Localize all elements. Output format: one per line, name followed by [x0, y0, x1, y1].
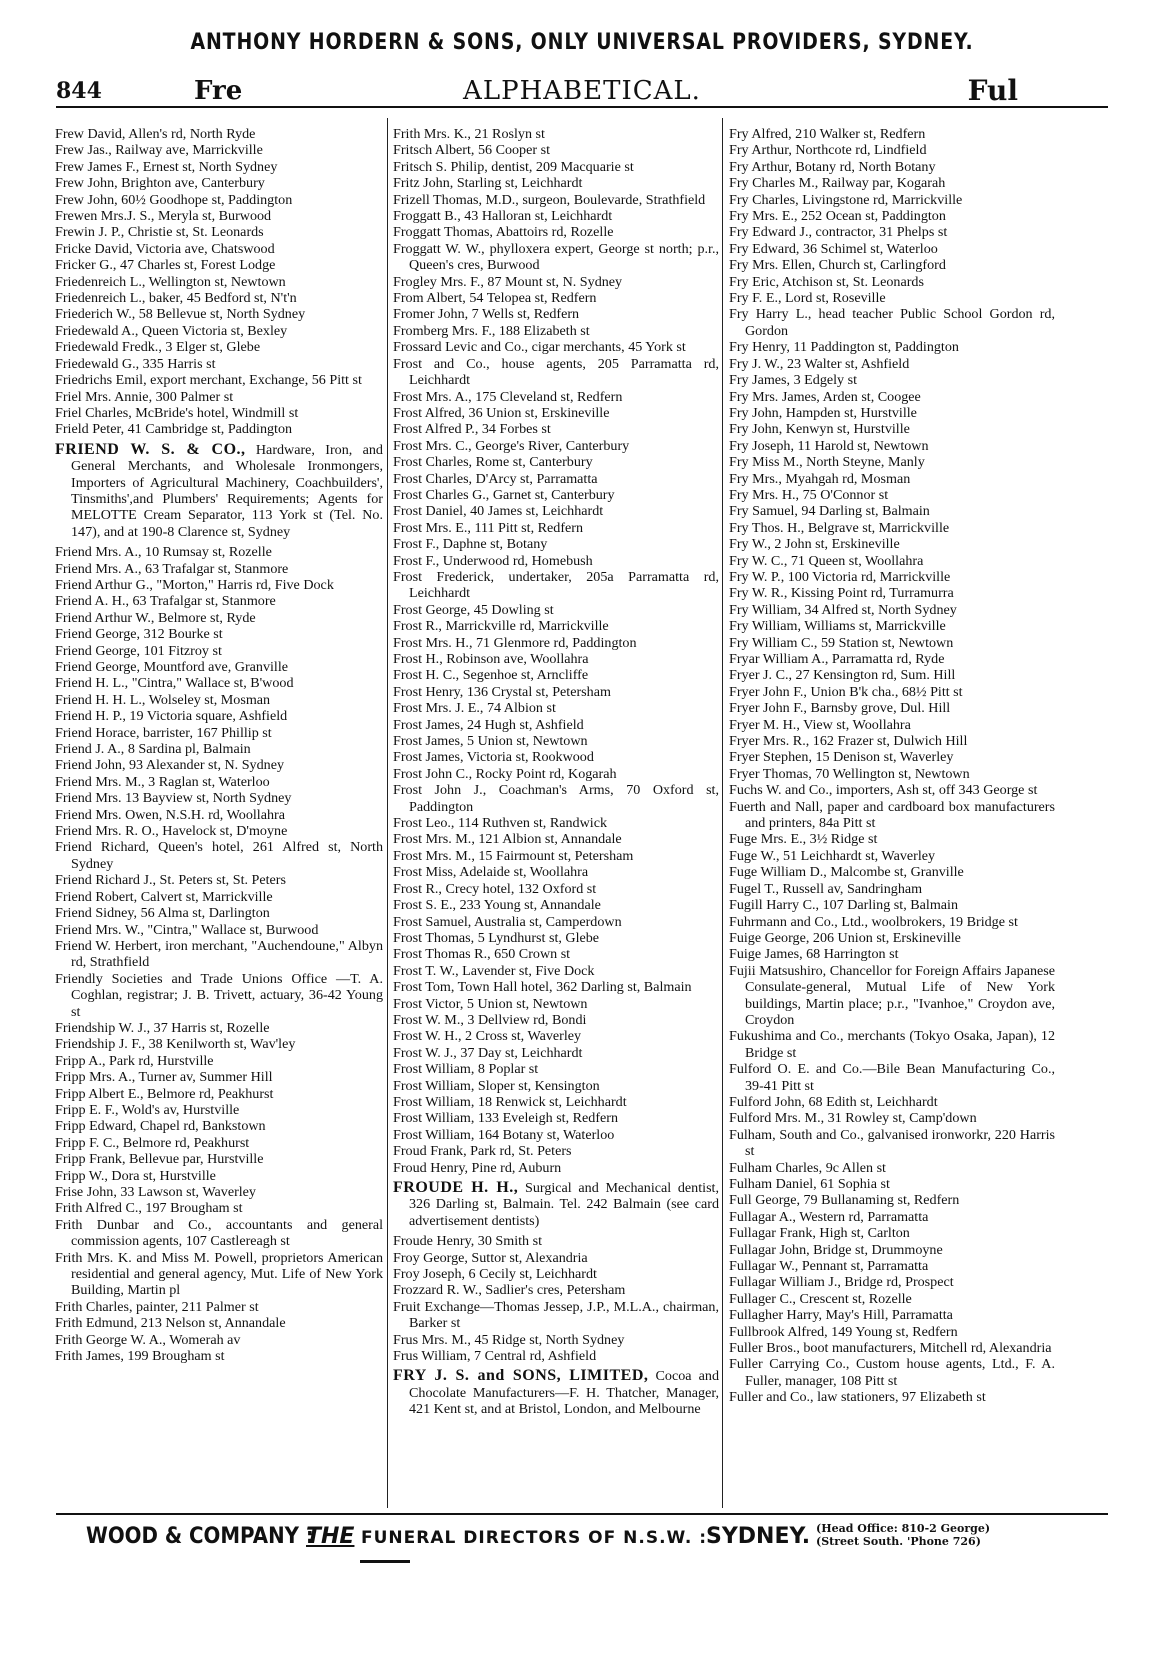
directory-entry: Friend Mrs. W., "Cintra," Wallace st, Burwood — [55, 921, 319, 938]
directory-entry: Fry Harry L., head teacher Public School Gordon rd, Gordon — [729, 306, 1055, 339]
directory-entry: Frost Thomas R., 650 Crown st — [393, 946, 571, 963]
directory-entry: Fryer John F., Barnsby grove, Dul. Hill — [729, 700, 951, 717]
directory-entry: Fullager C., Crescent st, Rozelle — [729, 1290, 912, 1307]
directory-entry: From Albert, 54 Telopea st, Redfern — [393, 290, 597, 307]
page-number: 844 — [56, 78, 102, 104]
directory-entry: Fry Thos. H., Belgrave st, Marrickville — [729, 519, 950, 536]
directory-entry: Fugill Harry C., 107 Darling st, Balmain — [729, 897, 959, 914]
directory-entry: Fullbrook Alfred, 149 Young st, Redfern — [729, 1323, 958, 1340]
directory-entry: Fuller Bros., boot manufacturers, Mitchell rd, Alexandria — [729, 1340, 1052, 1357]
directory-entry: Fry John, Hampden st, Hurstville — [729, 404, 917, 421]
directory-entry: Frost W. M., 3 Dellview rd, Bondi — [393, 1011, 587, 1028]
directory-entry: Frith Mrs. K., 21 Roslyn st — [393, 126, 545, 142]
directory-entry: Fritsch Albert, 56 Cooper st — [393, 142, 550, 159]
directory-entry: Fry W. C., 71 Queen st, Woollahra — [729, 552, 924, 569]
directory-entry: Fry W. R., Kissing Point rd, Turramurra — [729, 585, 954, 602]
directory-entry: Friedewald A., Queen Victoria st, Bexley — [55, 322, 288, 339]
directory-entry: Fulford Mrs. M., 31 Rowley st, Camp'down — [729, 1110, 977, 1127]
directory-entry: Frost W. J., 37 Day st, Leichhardt — [393, 1044, 583, 1061]
directory-entry: Friend Richard J., St. Peters st, St. Peters — [55, 872, 286, 889]
directory-entry: Frost Charles G., Garnet st, Canterbury — [393, 486, 615, 503]
directory-entry: Friend George, 312 Bourke st — [55, 626, 223, 643]
directory-entry: Frost William, 18 Renwick st, Leichhardt — [393, 1093, 627, 1110]
directory-entry: Frost R., Marrickville rd, Marrickville — [393, 618, 609, 635]
directory-entry: Frost George, 45 Dowling st — [393, 601, 554, 618]
directory-entry: Fuge W., 51 Leichhardt st, Waverley — [729, 847, 936, 864]
directory-entry: Froggatt B., 43 Halloran st, Leichhardt — [393, 208, 613, 225]
directory-entry: Friedenreich L., baker, 45 Bedford st, N't'n — [55, 290, 297, 307]
directory-entry: Frith Edmund, 213 Nelson st, Annandale — [55, 1315, 286, 1332]
featured-entry — [393, 1368, 719, 1417]
directory-entry: Frost James, 5 Union st, Newtown — [393, 733, 588, 750]
directory-entry: Fullagar Frank, High st, Carlton — [729, 1225, 910, 1242]
directory-entry: Frith Dunbar and Co., accountants and general commission agents, 107 Castlereagh st — [55, 1216, 383, 1250]
directory-entry: Fryar William A., Parramatta rd, Ryde — [729, 651, 945, 667]
footer-company: WOOD & COMPANY : — [86, 1524, 314, 1549]
directory-entry: Fuge William D., Malcombe st, Granville — [729, 864, 964, 881]
directory-entry: Frith Alfred C., 197 Brougham st — [55, 1200, 243, 1217]
directory-entry: Frost Alfred P., 34 Forbes st — [393, 421, 551, 438]
directory-entry: Friend Robert, Calvert st, Marrickville — [55, 888, 273, 905]
footer-office-line-1: (Head Office: 810-2 George) — [816, 1522, 991, 1535]
page-header — [56, 72, 1108, 108]
directory-entry: Fripp Albert E., Belmore rd, Peakhurst — [55, 1085, 274, 1102]
directory-entry: Frus William, 7 Central rd, Ashfield — [393, 1348, 597, 1365]
directory-entry: Fullagher Harry, May's Hill, Parramatta — [729, 1307, 953, 1324]
directory-entry: Frost Mrs. J. E., 74 Albion st — [393, 700, 556, 717]
directory-entry: Frost William, 164 Botany st, Waterloo — [393, 1126, 615, 1143]
directory-entry: Friend Mrs. Owen, N.S.H. rd, Woollahra — [55, 806, 285, 823]
directory-entry: Fry Mrs., Myahgah rd, Mosman — [729, 470, 911, 487]
directory-entry: Fuchs W. and Co., importers, Ash st, off 343 George st — [729, 782, 1038, 799]
directory-entry: Fry Henry, 11 Paddington st, Paddington — [729, 339, 959, 356]
directory-entry: Frost R., Crecy hotel, 132 Oxford st — [393, 880, 597, 897]
directory-entry: Fricke David, Victoria ave, Chatswood — [55, 240, 275, 257]
directory-entry: Fuhrmann and Co., Ltd., woolbrokers, 19 Bridge st — [729, 913, 1018, 930]
directory-entry: Friedenreich L., Wellington st, Newtown — [55, 273, 286, 290]
directory-entry: Frewin J. P., Christie st, St. Leonards — [55, 224, 264, 241]
directory-entry: Frew David, Allen's rd, North Ryde — [55, 126, 256, 142]
directory-entry: Frost Tom, Town Hall hotel, 362 Darling st, Balmain — [393, 979, 692, 996]
directory-entry: Frost H., Robinson ave, Woollahra — [393, 651, 589, 667]
directory-entry: Fuige James, 68 Harrington st — [729, 946, 899, 963]
directory-entry: Fullagar William J., Bridge rd, Prospect — [729, 1274, 954, 1291]
directory-entry: Frith Mrs. K. and Miss M. Powell, proprietors American residential and general agency, Mut. Life of New York Building, Martin pl — [55, 1249, 383, 1299]
directory-entry: Frost William, 133 Eveleigh st, Redfern — [393, 1110, 619, 1127]
directory-entry: Fry F. E., Lord st, Roseville — [729, 290, 886, 307]
directory-entry: Friendly Societies and Trade Unions Office —T. A. Coghlan, registrar; J. B. Trivett, actuary, 36-42 Young st — [55, 970, 383, 1020]
featured-entry-text: Surgical and Mechanical dentist, 326 Darling st, Balmain. Tel. 242 Balmain (see card advertisement dentists) — [409, 1180, 719, 1229]
footer-the: THE — [306, 1524, 355, 1549]
directory-entry: Friel Charles, McBride's hotel, Windmill st — [55, 404, 299, 421]
directory-entry: Froude Henry, 30 Smith st — [393, 1233, 543, 1250]
header-rule — [56, 106, 1108, 108]
directory-entry: Froy Joseph, 6 Cecily st, Leichhardt — [393, 1266, 597, 1283]
featured-entry — [393, 1180, 719, 1229]
directory-entry: Friend George, Mountford ave, Granville — [55, 659, 289, 675]
directory-entry: Fry Mrs. H., 75 O'Connor st — [729, 486, 889, 503]
directory-entry: Fryer J. C., 27 Kensington rd, Sum. Hill — [729, 667, 956, 684]
directory-entry: Frost Mrs. M., 15 Fairmount st, Petersham — [393, 847, 634, 864]
directory-entry: Frost John J., Coachman's Arms, 70 Oxford st, Paddington — [393, 782, 719, 815]
directory-entry: Fryer Mrs. R., 162 Frazer st, Dulwich Hill — [729, 733, 968, 750]
directory-entry: Fryer Stephen, 15 Denison st, Waverley — [729, 749, 954, 766]
directory-entry: Fripp Frank, Bellevue par, Hurstville — [55, 1151, 264, 1168]
directory-entry: Friend Arthur W., Belmore st, Ryde — [55, 609, 256, 626]
directory-entry: Fritz John, Starling st, Leichhardt — [393, 175, 583, 192]
directory-entry: Fromberg Mrs. F., 188 Elizabeth st — [393, 322, 590, 339]
directory-entry: Fry John, Kenwyn st, Hurstville — [729, 421, 910, 438]
directory-entry: Fry J. W., 23 Walter st, Ashfield — [729, 355, 910, 372]
directory-entry: Frost Mrs. E., 111 Pitt st, Redfern — [393, 519, 584, 536]
directory-entry: Frewen Mrs.J. S., Meryla st, Burwood — [55, 208, 272, 225]
directory-entry: Frost James, 24 Hugh st, Ashfield — [393, 716, 584, 733]
directory-entry: Froud Henry, Pine rd, Auburn — [393, 1159, 562, 1176]
directory-entry: Fuerth and Nall, paper and cardboard box manufacturers and printers, 84a Pitt st — [729, 798, 1055, 832]
directory-entry: Frost H. C., Segenhoe st, Arncliffe — [393, 667, 589, 684]
directory-entry: Fryer M. H., View st, Woollahra — [729, 716, 911, 733]
directory-entry: Frozzard R. W., Sadlier's cres, Petersham — [393, 1282, 626, 1299]
featured-entry-text: Hardware, Iron, and General Merchants, and Wholesale Ironmongers, Importers of Agricultural Machinery, Coachbuilders', Tinsmiths',and Plumbers' Requirements; Agents for MELOTTE Cream Separator, 113 York st (Tel. No. 147), and at 190-8 Clarence st, Sydney — [71, 441, 383, 540]
footer-tagline: FUNERAL DIRECTORS OF N.S.W. : — [361, 1528, 708, 1548]
directory-entry: Frith James, 199 Brougham st — [55, 1348, 225, 1365]
directory-entry: Fripp Edward, Chapel rd, Bankstown — [55, 1118, 266, 1135]
directory-entry: Fripp A., Park rd, Hurstville — [55, 1052, 214, 1069]
directory-entry: Fugel T., Russell av, Sandringham — [729, 880, 923, 897]
footer-underline — [360, 1560, 410, 1563]
directory-entry: Frus Mrs. M., 45 Ridge st, North Sydney — [393, 1331, 625, 1348]
directory-entry: Friedewald Fredk., 3 Elger st, Glebe — [55, 339, 261, 356]
directory-entry: Fukushima and Co., merchants (Tokyo Osaka, Japan), 12 Bridge st — [729, 1028, 1055, 1061]
directory-entry: Frise John, 33 Lawson st, Waverley — [55, 1184, 256, 1200]
directory-entry: Froggatt W. W., phylloxera expert, George st north; p.r., Queen's cres, Burwood — [393, 240, 719, 274]
directory-entry: Fripp E. F., Wold's av, Hurstville — [55, 1101, 240, 1118]
footer-office-line-2: (Street South. 'Phone 726) — [816, 1535, 981, 1548]
directory-entry: Fruit Exchange—Thomas Jessep, J.P., M.L.A., chairman, Barker st — [393, 1298, 719, 1332]
left-key-word: Fre — [194, 76, 243, 106]
directory-entry: Friend Mrs. R. O., Havelock st, D'moyne — [55, 823, 288, 840]
directory-entry: Friend W. Herbert, iron merchant, "Auchendoune," Albyn rd, Strathfield — [55, 937, 383, 971]
directory-entry: Frost Mrs. C., George's River, Canterbury — [393, 437, 630, 454]
directory-entry: Frost and Co., house agents, 205 Parramatta rd, Leichhardt — [393, 355, 719, 389]
directory-column-2 — [393, 126, 719, 1422]
directory-entry: Friendship J. F., 38 Kenilworth st, Wav'ley — [55, 1036, 296, 1053]
directory-entry: Fulford O. E. and Co.—Bile Bean Manufacturing Co., 39-41 Pitt st — [729, 1061, 1055, 1094]
directory-entry: Frost John C., Rocky Point rd, Kogarah — [393, 765, 617, 782]
featured-entry-name: FROUDE H. H., — [393, 1179, 519, 1196]
directory-entry: Fujii Matsushiro, Chancellor for Foreign Affairs Japanese Consulate-general, Mutual Life of New York buildings, Martin place; p.r., "Ivanhoe," Croydon ave, Croydon — [729, 962, 1055, 1028]
directory-entry: Fuller Carrying Co., Custom house agents, Ltd., F. A. Fuller, manager, 108 Pitt st — [729, 1356, 1055, 1389]
directory-entry: Friend Mrs. M., 3 Raglan st, Waterloo — [55, 773, 270, 790]
directory-entry: Frith George W. A., Womerah av — [55, 1331, 241, 1348]
directory-entry: Fromer John, 7 Wells st, Redfern — [393, 306, 580, 323]
featured-entry — [55, 442, 383, 540]
directory-entry: Fry William C., 59 Station st, Newtown — [729, 634, 954, 651]
directory-entry: Fullagar John, Bridge st, Drummoyne — [729, 1241, 943, 1258]
directory-entry: Frost Miss, Adelaide st, Woollahra — [393, 864, 589, 881]
footer-advertisement — [56, 1522, 1108, 1562]
directory-entry: Frew John, 60½ Goodhope st, Paddington — [55, 191, 293, 208]
page-banner: ANTHONY HORDERN & SONS, ONLY UNIVERSAL PROVIDERS, SYDNEY. — [190, 30, 974, 55]
directory-entry: Fry William, 34 Alfred st, North Sydney — [729, 601, 957, 618]
directory-entry: Fry Arthur, Botany rd, North Botany — [729, 158, 936, 175]
directory-entry: Fry William, Williams st, Marrickville — [729, 618, 946, 635]
directory-entry: Fry Charles, Livingstone rd, Marrickville — [729, 191, 963, 208]
directory-entry: Frost F., Daphne st, Botany — [393, 536, 548, 553]
directory-entry: Friend Mrs. A., 10 Rumsay st, Rozelle — [55, 544, 272, 561]
directory-entry: Fry James, 3 Edgely st — [729, 372, 858, 389]
column-divider — [722, 118, 723, 1508]
directory-entry: Friend Richard, Queen's hotel, 261 Alfred st, North Sydney — [55, 839, 383, 872]
directory-entry: Fullagar W., Pennant st, Parramatta — [729, 1258, 929, 1275]
directory-entry: Fuge Mrs. E., 3½ Ridge st — [729, 831, 878, 848]
directory-entry: Frossard Levic and Co., cigar merchants, 45 York st — [393, 339, 686, 356]
directory-entry: Froy George, Suttor st, Alexandria — [393, 1249, 588, 1266]
directory-entry: Friedrichs Emil, export merchant, Exchange, 56 Pitt st — [55, 372, 362, 389]
directory-entry: Frost James, Victoria st, Rookwood — [393, 749, 594, 766]
directory-entry: Fry Eric, Atchison st, St. Leonards — [729, 273, 924, 290]
directory-entry: Frost Alfred, 36 Union st, Erskineville — [393, 404, 610, 421]
directory-entry: Frost Mrs. A., 175 Cleveland st, Redfern — [393, 388, 623, 405]
directory-entry: Frost Mrs. M., 121 Albion st, Annandale — [393, 831, 622, 848]
directory-entry: Friel Mrs. Annie, 300 Palmer st — [55, 388, 234, 405]
directory-entry: Froud Frank, Park rd, St. Peters — [393, 1143, 572, 1160]
directory-entry: Frith Charles, painter, 211 Palmer st — [55, 1298, 259, 1315]
directory-entry: Fryer John F., Union B'k cha., 68½ Pitt st — [729, 683, 963, 700]
directory-entry: Frost Charles, Rome st, Canterbury — [393, 454, 593, 471]
directory-entry: Friend Mrs. 13 Bayview st, North Sydney — [55, 790, 292, 807]
directory-entry: Fry Edward J., contractor, 31 Phelps st — [729, 224, 948, 241]
directory-entry: Frost Mrs. H., 71 Glenmore rd, Paddington — [393, 634, 637, 651]
directory-entry: Friedewald G., 335 Harris st — [55, 355, 216, 372]
directory-entry: Frost Leo., 114 Ruthven st, Randwick — [393, 815, 608, 832]
directory-entry: Fryer Thomas, 70 Wellington st, Newtown — [729, 765, 970, 782]
directory-column-3 — [729, 126, 1055, 1406]
directory-entry: Frost Thomas, 5 Lyndhurst st, Glebe — [393, 929, 600, 946]
directory-entry: Frost Frederick, undertaker, 205a Parramatta rd, Leichhardt — [393, 568, 719, 602]
directory-entry: Frost W. H., 2 Cross st, Waverley — [393, 1028, 582, 1045]
directory-entry: Fry Mrs. E., 252 Ocean st, Paddington — [729, 208, 946, 225]
directory-entry: Frost William, Sloper st, Kensington — [393, 1077, 600, 1094]
directory-entry: Frost Samuel, Australia st, Camperdown — [393, 913, 622, 930]
featured-entry-text: Cocoa and Chocolate Manufacturers—F. H. Thatcher, Manager, 421 Kent st, and at Bristol, London, and Melbourne — [409, 1368, 720, 1418]
directory-entry: Friend John, 93 Alexander st, N. Sydney — [55, 757, 285, 774]
section-title: ALPHABETICAL. — [463, 76, 701, 106]
footer-rule — [56, 1513, 1108, 1515]
directory-entry: Friend Horace, barrister, 167 Phillip st — [55, 724, 272, 741]
directory-entry: Fullagar A., Western rd, Parramatta — [729, 1208, 929, 1225]
directory-entry: Frost F., Underwood rd, Homebush — [393, 552, 593, 569]
directory-entry: Friend H. L., "Cintra," Wallace st, B'wood — [55, 675, 294, 692]
directory-entry: Frost Charles, D'Arcy st, Parramatta — [393, 470, 598, 487]
directory-entry: Frew James F., Ernest st, North Sydney — [55, 158, 278, 175]
directory-entry: Fripp F. C., Belmore rd, Peakhurst — [55, 1134, 250, 1151]
right-key-word: Ful — [967, 74, 1018, 107]
directory-entry: Frost Daniel, 40 James st, Leichhardt — [393, 503, 604, 520]
directory-entry: Frizell Thomas, M.D., surgeon, Boulevarde, Strathfield — [393, 191, 706, 208]
directory-entry: Fripp Mrs. A., Turner av, Summer Hill — [55, 1069, 273, 1086]
directory-entry: Fry Edward, 36 Schimel st, Waterloo — [729, 240, 938, 257]
footer-city: SYDNEY. — [706, 1524, 811, 1549]
directory-entry: Fry Arthur, Northcote rd, Lindfield — [729, 142, 927, 159]
featured-entry-name: FRIEND W. S. & CO., — [55, 440, 246, 458]
directory-entry: Fritsch S. Philip, dentist, 209 Macquarie st — [393, 158, 634, 175]
directory-entry: Fulham Charles, 9c Allen st — [729, 1159, 886, 1176]
directory-entry: Friend Sidney, 56 Alma st, Darlington — [55, 905, 270, 922]
directory-entry: Fry Charles M., Railway par, Kogarah — [729, 175, 946, 192]
directory-column-1 — [55, 126, 383, 1364]
directory-entry: Fry Joseph, 11 Harold st, Newtown — [729, 437, 929, 454]
directory-entry: Friend George, 101 Fitzroy st — [55, 642, 222, 659]
footer-office — [816, 1522, 990, 1548]
directory-entry: Fripp W., Dora st, Hurstville — [55, 1167, 216, 1184]
directory-entry: Fulham Daniel, 61 Sophia st — [729, 1176, 890, 1192]
directory-entry: Frew Jas., Railway ave, Marrickville — [55, 142, 263, 159]
directory-entry: Frost Henry, 136 Crystal st, Petersham — [393, 683, 611, 700]
directory-entry: Fry W. P., 100 Victoria rd, Marrickville — [729, 568, 951, 585]
directory-entry: Friend A. H., 63 Trafalgar st, Stanmore — [55, 593, 276, 610]
directory-entry: Fry Mrs. James, Arden st, Coogee — [729, 388, 921, 405]
directory-entry: Friend Arthur G., "Morton," Harris rd, Five Dock — [55, 576, 334, 593]
directory-entry: Frield Peter, 41 Cambridge st, Paddington — [55, 421, 293, 438]
directory-entry: Fulford John, 68 Edith st, Leichhardt — [729, 1093, 938, 1110]
directory-entry: Frost T. W., Lavender st, Five Dock — [393, 962, 595, 979]
directory-entry: Fry Alfred, 210 Walker st, Redfern — [729, 126, 926, 142]
directory-entry: Fuige George, 206 Union st, Erskineville — [729, 929, 961, 946]
directory-entry: Friend Mrs. A., 63 Trafalgar st, Stanmore — [55, 560, 289, 577]
directory-entry: Frost Victor, 5 Union st, Newtown — [393, 995, 588, 1012]
featured-entry-name: FRY J. S. and SONS, LIMITED, — [393, 1367, 649, 1385]
directory-entry: Froggatt Thomas, Abattoirs rd, Rozelle — [393, 224, 614, 241]
column-divider — [387, 118, 388, 1508]
directory-entry: Fry Miss M., North Steyne, Manly — [729, 454, 925, 471]
directory-entry: Frost William, 8 Poplar st — [393, 1061, 539, 1078]
directory-entry: Friend H. P., 19 Victoria square, Ashfield — [55, 708, 288, 725]
directory-entry: Fry W., 2 John st, Erskineville — [729, 536, 900, 553]
directory-entry: Fry Samuel, 94 Darling st, Balmain — [729, 503, 930, 520]
directory-entry: Friendship W. J., 37 Harris st, Rozelle — [55, 1019, 270, 1036]
directory-entry: Friend J. A., 8 Sardina pl, Balmain — [55, 741, 251, 758]
directory-entry: Frost S. E., 233 Young st, Annandale — [393, 897, 601, 914]
directory-entry: Frogley Mrs. F., 87 Mount st, N. Sydney — [393, 273, 623, 290]
directory-entry: Fulham, South and Co., galvanised ironworkr, 220 Harris st — [729, 1126, 1055, 1160]
directory-entry: Friederich W., 58 Bellevue st, North Sydney — [55, 306, 306, 323]
directory-entry: Friend H. H. L., Wolseley st, Mosman — [55, 691, 271, 708]
directory-entry: Fuller and Co., law stationers, 97 Elizabeth st — [729, 1389, 986, 1406]
directory-entry: Frew John, Brighton ave, Canterbury — [55, 175, 265, 192]
directory-entry: Full George, 79 Bullanaming st, Redfern — [729, 1192, 960, 1209]
directory-entry: Fry Mrs. Ellen, Church st, Carlingford — [729, 257, 946, 274]
directory-entry: Fricker G., 47 Charles st, Forest Lodge — [55, 257, 276, 274]
